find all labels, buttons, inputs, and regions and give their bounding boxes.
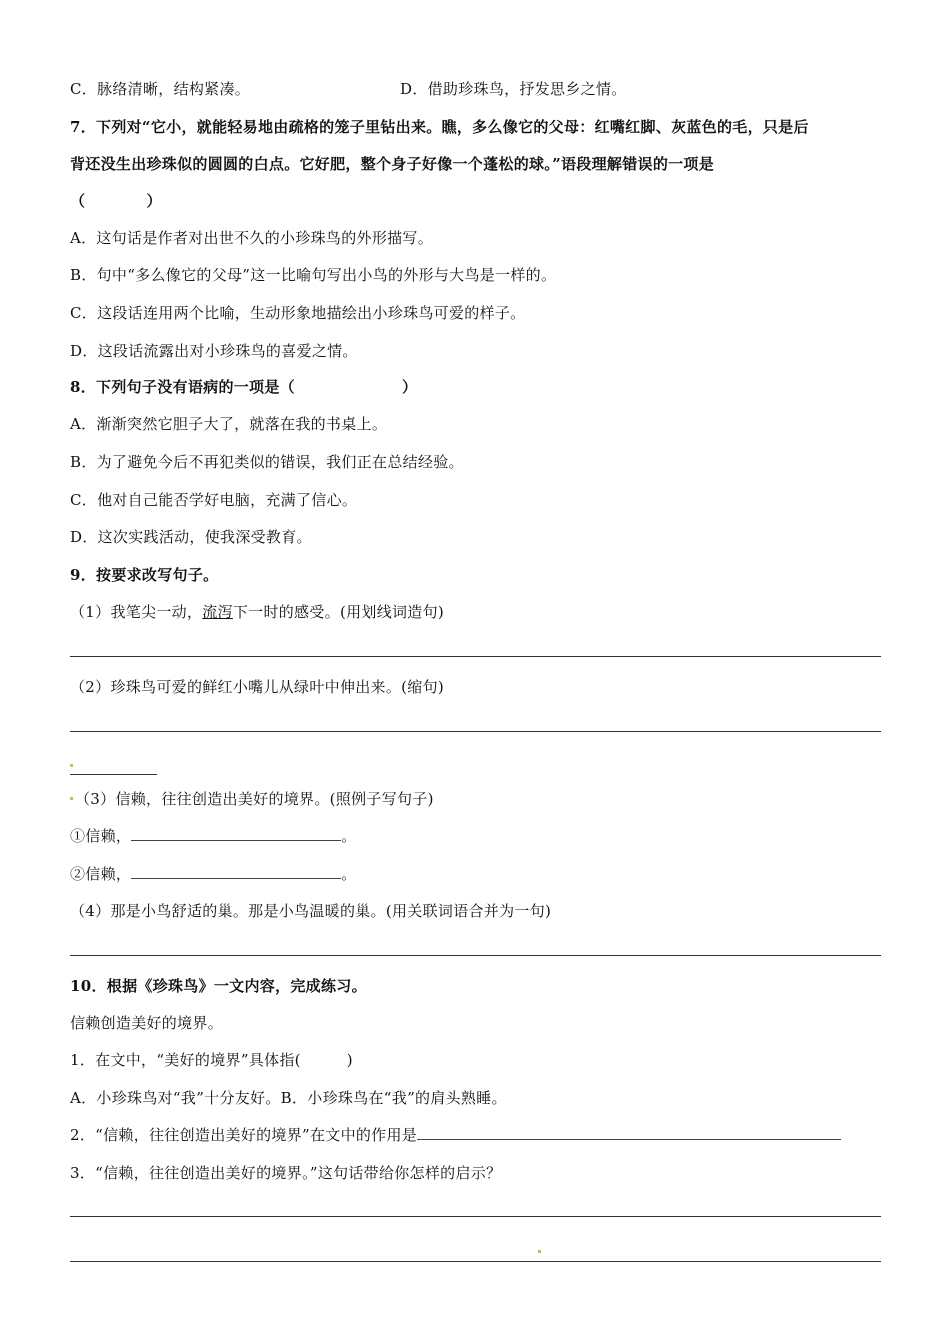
q9-part1-underlined-word: 流泻 (202, 603, 233, 621)
short-divider (70, 774, 157, 775)
q8-option-a[interactable]: A．渐渐突然它胆子大了，就落在我的书桌上。 (70, 415, 388, 433)
q9-part1-answer-line[interactable] (70, 656, 881, 657)
q9-part3-a-blank[interactable] (131, 826, 341, 841)
decorative-dot (70, 764, 73, 767)
q7-stem-line2: 背还没生出珍珠似的圆圆的白点。它好肥，整个身子好像一个蓬松的球。”语段理解错误的一项是 (70, 155, 715, 173)
q10-sub2-text: 2．“信赖，往往创造出美好的境界”在文中的作用是 (70, 1126, 418, 1144)
q6-options-row (70, 79, 627, 99)
q9-part2-answer-line[interactable] (70, 731, 881, 732)
q9-part3-a (70, 826, 357, 846)
q7-stem-line1: 7．下列对“它小，就能轻易地由疏格的笼子里钻出来。瞧，多么像它的父母：红嘴红脚、灰蓝色的毛，只是后 (70, 118, 809, 136)
q9-part3-b-suffix: 。 (341, 865, 357, 883)
q8-stem: 8．下列句子没有语病的一项是（ ） (70, 378, 418, 396)
q10-sub1-options[interactable]: A．小珍珠鸟对“我”十分友好。B．小珍珠鸟在“我”的肩头熟睡。 (70, 1089, 507, 1107)
q7-answer-paren[interactable]: （ ） (70, 192, 162, 210)
q9-part2: （2）珍珠鸟可爱的鲜红小嘴儿从绿叶中伸出来。(缩句) (70, 678, 445, 696)
q9-part1 (70, 602, 444, 622)
q9-part4-answer-line[interactable] (70, 955, 881, 956)
q9-part3-a-prefix: ①信赖， (70, 827, 132, 845)
q9-part3: （3）信赖，往往创造出美好的境界。(照例子写句子) (75, 790, 434, 808)
q9-part3-b (70, 864, 357, 884)
q10-sub1: 1．在文中，“美好的境界”具体指( ) (70, 1051, 353, 1069)
decorative-dot (70, 797, 73, 800)
q10-sub3-answer-line-2[interactable] (70, 1261, 881, 1262)
q9-part3-b-blank[interactable] (131, 864, 341, 879)
q9-part1-before: （1）我笔尖一动， (70, 603, 203, 621)
q8-option-d[interactable]: D．这次实践活动，使我深受教育。 (70, 528, 312, 546)
q7-option-a[interactable]: A．这句话是作者对出世不久的小珍珠鸟的外形描写。 (70, 229, 434, 247)
q6-option-d: D．借助珍珠鸟，抒发思乡之情。 (400, 80, 627, 98)
q10-sub2-blank[interactable] (417, 1125, 841, 1140)
q9-part3-a-suffix: 。 (341, 827, 357, 845)
q10-sub3-answer-line-1[interactable] (70, 1216, 881, 1217)
q7-option-c[interactable]: C．这段话连用两个比喻，生动形象地描绘出小珍珠鸟可爱的样子。 (70, 304, 526, 322)
q9-part4: （4）那是小鸟舒适的巢。那是小鸟温暖的巢。(用关联词语合并为一句) (70, 902, 552, 920)
q8-option-b[interactable]: B．为了避免今后不再犯类似的错误，我们正在总结经验。 (70, 453, 464, 471)
q8-option-c[interactable]: C．他对自己能否学好电脑，充满了信心。 (70, 491, 358, 509)
q7-option-d[interactable]: D．这段话流露出对小珍珠鸟的喜爱之情。 (70, 342, 358, 360)
q10-passage: 信赖创造美好的境界。 (70, 1014, 224, 1032)
decorative-dot (538, 1250, 541, 1253)
q10-stem: 10．根据《珍珠鸟》一文内容，完成练习。 (70, 977, 367, 995)
q6-option-c: C．脉络清晰，结构紧凑。 (70, 80, 251, 98)
q7-option-b[interactable]: B．句中“多么像它的父母”这一比喻句写出小鸟的外形与大鸟是一样的。 (70, 266, 557, 284)
q9-part3-b-prefix: ②信赖， (70, 865, 132, 883)
q10-sub3: 3．“信赖，往往创造出美好的境界。”这句话带给你怎样的启示？ (70, 1164, 502, 1182)
q10-sub2 (70, 1125, 841, 1145)
q9-stem: 9．按要求改写句子。 (70, 566, 219, 584)
q9-part1-after: 下一时的感受。(用划线词造句) (232, 603, 445, 621)
